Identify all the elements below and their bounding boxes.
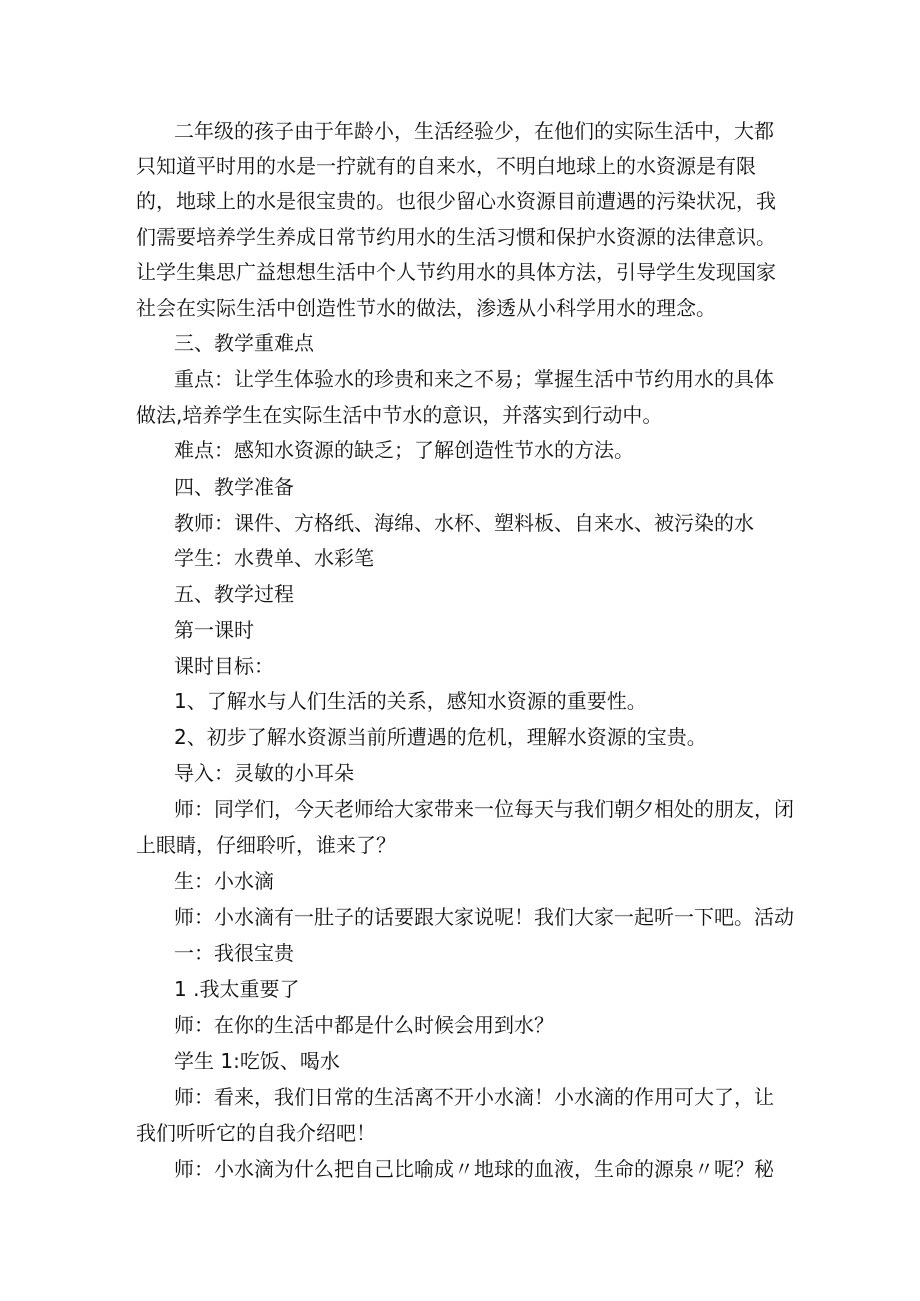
section-heading: 四、教学准备 (174, 475, 294, 499)
section-heading: 五、教学过程 (174, 582, 294, 606)
paragraph-line: 学生：水费单、水彩笔 (174, 546, 374, 570)
paragraph-line: 二年级的孩子由于年龄小，生活经验少，在他们的实际生活中，大都 (174, 119, 774, 143)
list-item: 1、了解水与人们生活的关系，感知水资源的重要性。 (174, 689, 647, 713)
paragraph-line: 师：小水滴有一肚子的话要跟大家说呢！我们大家一起听一下吧。活动 (174, 905, 794, 929)
paragraph-line: 上眼睛，仔细聆听，谁来了？ (136, 833, 396, 857)
paragraph-line: 生：小水滴 (174, 869, 274, 893)
paragraph-line: 的，地球上的水是很宝贵的。也很少留心水资源目前遭遇的污染状况，我 (136, 189, 776, 213)
paragraph-line: 导入：灵敏的小耳朵 (174, 761, 354, 785)
paragraph-line: 社会在实际生活中创造性节水的做法，渗透从小科学用水的理念。 (136, 296, 716, 320)
list-item: 1 .我太重要了 (174, 977, 300, 1001)
paragraph-line: 师：小水滴为什么把自己比喻成〃地球的血液，生命的源泉〃呢？秘 (174, 1157, 774, 1181)
paragraph-line: 一：我很宝贵 (174, 941, 294, 965)
paragraph-line: 师：同学们，今天老师给大家带来一位每天与我们朝夕相处的朋友，闭 (174, 797, 794, 821)
paragraph-line: 做法,培养学生在实际生活中节水的意识，并落实到行动中。 (136, 403, 663, 427)
paragraph-line: 教师：课件、方格纸、海绵、水杯、塑料板、自来水、被污染的水 (174, 511, 754, 535)
paragraph-line: 难点：感知水资源的缺乏；了解创造性节水的方法。 (174, 438, 634, 462)
paragraph-line: 学生 1:吃饭、喝水 (174, 1049, 340, 1073)
subheading: 课时目标： (174, 654, 274, 678)
list-item: 2、初步了解水资源当前所遭遇的危机，理解水资源的宝贵。 (174, 725, 707, 749)
section-heading: 三、教学重难点 (174, 331, 314, 355)
paragraph-line: 让学生集思广益想想生活中个人节约用水的具体方法，引导学生发现国家 (136, 260, 776, 284)
paragraph-line: 只知道平时用的水是一拧就有的自来水，不明白地球上的水资源是有限 (136, 154, 756, 178)
paragraph-line: 重点：让学生体验水的珍贵和来之不易；掌握生活中节约用水的具体 (174, 367, 774, 391)
paragraph-line: 师：在你的生活中都是什么时候会用到水？ (174, 1013, 554, 1037)
paragraph-line: 我们听听它的自我介绍吧！ (136, 1121, 376, 1145)
paragraph-line: 师：看来，我们日常的生活离不开小水滴！小水滴的作用可大了，让 (174, 1085, 774, 1109)
subheading: 第一课时 (174, 618, 254, 642)
paragraph-line: 们需要培养学生养成日常节约用水的生活习惯和保护水资源的法律意识。 (136, 225, 776, 249)
